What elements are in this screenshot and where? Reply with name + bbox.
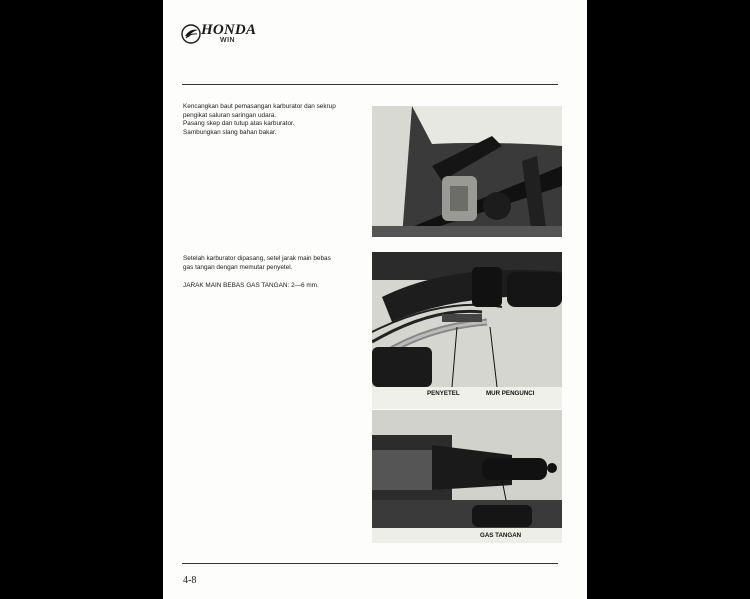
instruction-block-2 (183, 255, 365, 272)
instruction-block-1 (183, 103, 365, 137)
instruction-line: Kencangkan baut pemasangan karburator dan sekrup (183, 103, 336, 110)
honda-wing-icon (181, 24, 201, 44)
throttle-adjuster-photo (372, 252, 562, 409)
instruction-line: Pasang skep dan tutup atas karburator. (183, 120, 295, 128)
instruction-line: Sambungkan slang bahan bakar. (183, 128, 277, 136)
model-name: WIN (220, 37, 236, 44)
throttle-grip-photo (372, 410, 562, 543)
honda-logo (181, 22, 281, 50)
footer-rule (182, 563, 558, 564)
spec-line: JARAK MAIN BEBAS GAS TANGAN: 2—6 mm. (183, 282, 319, 289)
instruction-line: gas tangan dengan memutar penyetel. (183, 263, 293, 271)
label-mur-pengunci: MUR PENGUNCI (486, 390, 535, 397)
carburetor-photo (372, 106, 562, 237)
label-gas-tangan: GAS TANGAN (480, 532, 522, 539)
brand-name: HONDA (201, 22, 257, 38)
manual-page (163, 0, 587, 599)
page-number: 4-8 (183, 575, 197, 586)
instruction-line: pengikat saluran saringan udara. (183, 111, 277, 119)
header-rule (182, 84, 558, 85)
label-penyetel: PENYETEL (427, 390, 460, 397)
instruction-line: Setelah karburator dipasang, setel jarak main bebas (183, 255, 331, 262)
